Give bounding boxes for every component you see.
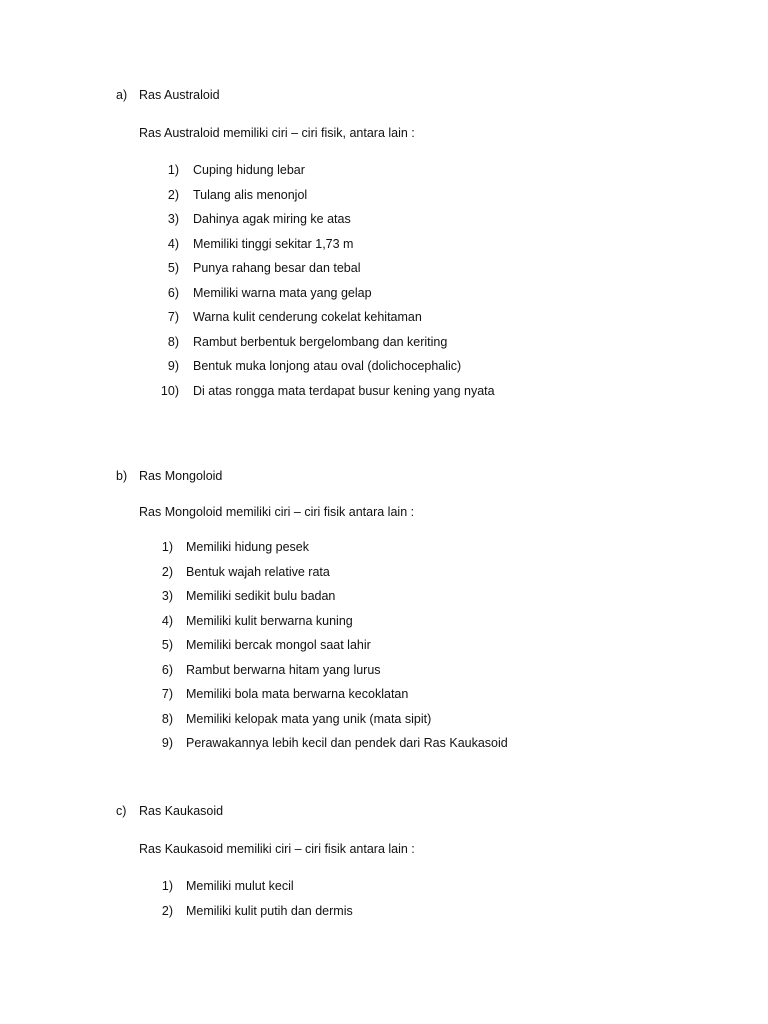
item-number: 8)	[161, 711, 173, 726]
item-number: 4)	[167, 236, 179, 251]
item-number: 7)	[161, 687, 173, 701]
section-intro: Ras Australoid memiliki ciri – ciri fisik, antara lain :	[139, 126, 415, 140]
item-number: 3)	[161, 589, 173, 603]
item-number: 6)	[161, 662, 173, 677]
item-text: Memiliki bercak mongol saat lahir	[186, 638, 371, 652]
item-text: Bentuk muka lonjong atau oval (dolichocephalic)	[193, 359, 462, 373]
item-text: Punya rahang besar dan tebal	[193, 261, 361, 275]
section-letter: a)	[116, 88, 128, 102]
item-number: 6)	[167, 285, 179, 300]
item-text: Memiliki kulit berwarna kuning	[186, 613, 353, 628]
section-title: Ras Kaukasoid	[139, 804, 224, 818]
section-intro: Ras Kaukasoid memiliki ciri – ciri fisik antara lain :	[139, 842, 415, 856]
item-number: 7)	[167, 310, 179, 324]
item-text: Memiliki mulut kecil	[186, 879, 294, 893]
section-title: Ras Australoid	[139, 88, 220, 102]
item-text: Warna kulit cenderung cokelat kehitaman	[193, 310, 422, 324]
item-text: Memiliki kelopak mata yang unik (mata sipit)	[186, 711, 432, 726]
item-number: 9)	[161, 736, 173, 750]
item-text: Bentuk wajah relative rata	[186, 564, 330, 579]
item-text: Di atas rongga mata terdapat busur kening yang nyata	[193, 383, 495, 398]
item-number: 1)	[161, 540, 173, 554]
section-letter: b)	[116, 469, 128, 483]
item-number: 5)	[161, 638, 173, 652]
item-text: Cuping hidung lebar	[193, 163, 305, 177]
item-text: Tulang alis menonjol	[193, 187, 308, 202]
item-number: 3)	[167, 212, 179, 226]
item-number: 1)	[167, 163, 179, 177]
section-letter: c)	[116, 804, 127, 818]
item-number: 5)	[167, 261, 179, 275]
item-text: Memiliki kulit putih dan dermis	[186, 903, 353, 918]
item-number: 2)	[167, 187, 179, 202]
item-text: Memiliki warna mata yang gelap	[193, 285, 372, 300]
item-number: 2)	[161, 903, 173, 918]
item-number: 8)	[167, 334, 179, 349]
item-number: 2)	[161, 564, 173, 579]
item-text: Memiliki tinggi sekitar 1,73 m	[193, 236, 354, 251]
item-text: Memiliki hidung pesek	[186, 540, 309, 554]
section-intro: Ras Mongoloid memiliki ciri – ciri fisik antara lain :	[139, 505, 415, 519]
item-text: Rambut berwarna hitam yang lurus	[186, 662, 381, 677]
item-number: 10)	[160, 383, 179, 398]
item-number: 4)	[161, 613, 173, 628]
item-text: Memiliki sedikit bulu badan	[186, 589, 336, 603]
item-text: Rambut berbentuk bergelombang dan keriting	[193, 334, 448, 349]
item-number: 9)	[167, 359, 179, 373]
section-title: Ras Mongoloid	[139, 469, 223, 483]
item-text: Perawakannya lebih kecil dan pendek dari Ras Kaukasoid	[186, 736, 508, 750]
item-text: Memiliki bola mata berwarna kecoklatan	[186, 687, 409, 701]
item-text: Dahinya agak miring ke atas	[193, 212, 351, 226]
item-number: 1)	[161, 879, 173, 893]
